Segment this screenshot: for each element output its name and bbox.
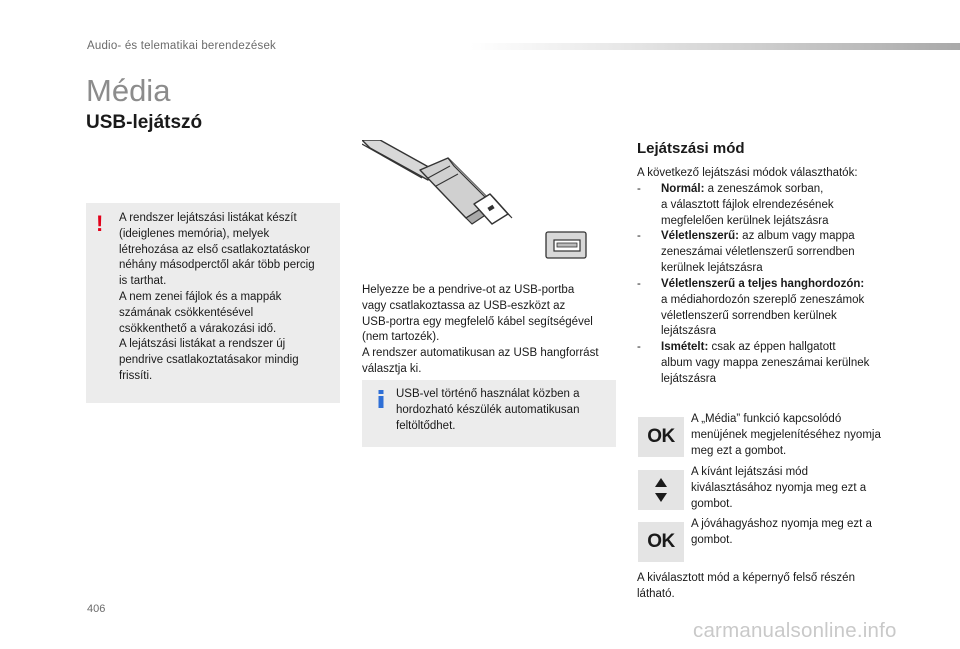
usb-instructions-text: Helyezze be a pendrive-ot az USB-portba vagy csatlakoztassa az USB-eszközt az USB-portra egy megfelelő kábel segítségével (nem tartozék). A rendszer automatikusan az USB hangforrást választja ki. [362,284,599,375]
warning-icon: ! [96,211,104,236]
selected-mode-note: A kiválasztott mód a képernyő felső részén látható. [637,572,855,600]
usb-port-icon [546,232,586,258]
info-text: USB-vel történő használat közben a hordozható készülék automatikusan feltöltődhet. [396,388,580,432]
playback-mode-title: Lejátszási mód [637,140,745,157]
mode-random-all: - Véletlenszerű a teljes hanghordozón: a médiahordozón szereplő zeneszámok véletlenszerű sorrendben kerülnek lejátszásra [637,278,865,338]
up-down-arrows-icon [638,470,684,510]
info-icon [378,390,384,408]
page-number: 406 [87,603,106,615]
mode-repeat: - Ismételt: csak az éppen hallgatott album vagy mappa zeneszámai kerülnek lejátszásra [637,341,870,385]
mode-random: - Véletlenszerű: az album vagy mappa zeneszámai véletlenszerű sorrendben kerülnek lejátszásra [637,230,855,274]
header-gradient-bar [470,43,960,50]
ok-confirm-description: A jóváhagyáshoz nyomja meg ezt a gombot. [691,518,872,546]
mode-normal: - Normál: a zeneszámok sorban, a választott fájlok elrendezésének megfelelően kerülnek lejátszásra [637,183,834,227]
ok-confirm-button-icon: OK [638,522,684,562]
playback-mode-intro: A következő lejátszási módok választhatók: [637,167,858,179]
ok-button-icon: OK [638,417,684,457]
warning-text: A rendszer lejátszási listákat készít (ideiglenes memória), melyek létrehozása az első csatlakoztatáskor néhány másodperctől akár több percig is tarthat. A nem zenei fájlok és a mappák számának csökkentésével csökkenthető a várakozási idő. A lejátszási listákat a rendszer új pendrive csatlakoztatásakor mindig frissíti. [119,212,315,382]
section-title: USB-lejátszó [86,112,203,133]
page-title: Média [86,73,171,108]
header-section-label: Audio- és telematikai berendezések [87,40,276,52]
arrow-up-icon [655,478,667,487]
ok-button-description: A „Média” funkció kapcsolódó menüjének megjelenítéséhez nyomja meg ezt a gombot. [691,413,881,457]
arrows-button-description: A kívánt lejátszási mód kiválasztásához nyomja meg ezt a gombot. [691,466,867,510]
arrow-down-icon [655,493,667,502]
usb-plug-illustration [362,140,592,262]
watermark: carmanualsonline.info [693,619,897,642]
